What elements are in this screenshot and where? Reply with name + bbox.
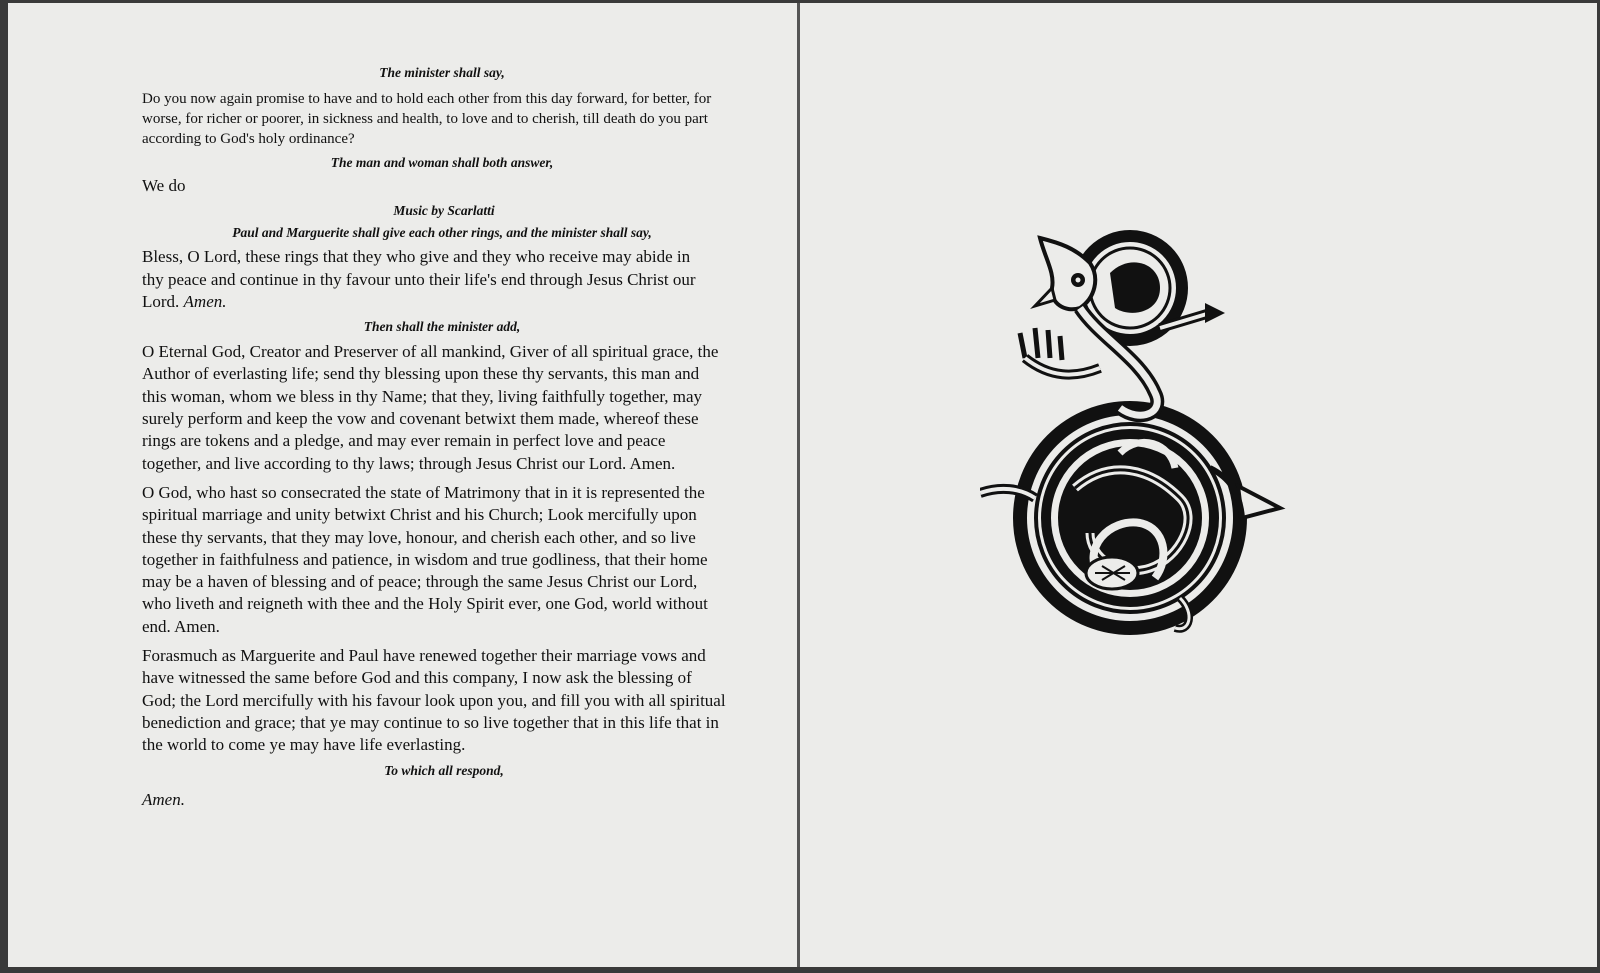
rubric-all-respond: To which all respond, xyxy=(384,762,504,778)
rubric-rings: Paul and Marguerite shall give each other rings, and the minister shall say, xyxy=(232,225,652,241)
benediction: Forasmuch as Marguerite and Paul have renewed together their marriage vows and have witnessed the same before God and this company, I now ask the blessing of God; the Lord mercifully with his favour look upon you, and fill you with all spiritual benediction and grace; that ye may continue to so live together that in this life that in the world to come ye may have life everlasting. xyxy=(142,646,726,755)
ring-blessing xyxy=(142,246,712,313)
prayer-eternal-god: O Eternal God, Creator and Preserver of all mankind, Giver of all spiritual grace, the Author of everlasting life; send thy blessing upon these thy servants, this man and this woman, whom we bless in thy Name; that they, living faithfully together, may surely perform and keep the vow and covenant betwixt them made, whereof these rings are tokens and a pledge, and may ever remain in perfect love and peace together, and live according to thy laws; through Jesus Christ our Lord. Amen. xyxy=(142,342,719,473)
celtic-knot-icon xyxy=(980,218,1310,658)
ring-blessing-text: Bless, O Lord, these rings that they who give and they who receive may abide in thy peace and continue in thy favour unto their life's end through Jesus Christ our Lord. xyxy=(142,247,696,311)
rubric-minister-add: Then shall the minister add, xyxy=(363,319,521,335)
left-page-text xyxy=(142,65,742,811)
rubric-both-answer: The man and woman shall both answer, xyxy=(330,155,554,170)
response-we-do: We do xyxy=(142,176,186,195)
celtic-initial-illustration xyxy=(980,218,1310,658)
prayer-matrimony: O God, who hast so consecrated the state of Matrimony that in it is represented the spiritual marriage and unity betwixt Christ and his Church; Look mercifully upon these thy servants, that they may love, honour, and cherish each other, and so live together in faithfulness and patience, in wisdom and true godliness, that their home may be a haven of blessing and of peace; through the same Jesus Christ our Lord, who liveth and reigneth with thee and the Holy Spirit ever, one God, world without end. Amen. xyxy=(142,482,708,636)
music-note: Music by Scarlatti xyxy=(393,203,495,219)
left-page xyxy=(8,3,798,967)
vow-question: Do you now again promise to have and to hold each other from this day forward, for better, for worse, for richer or poorer, in sickness and health, to love and to cherish, till death do you part according to God's holy ordinance? xyxy=(142,91,712,147)
final-amen: Amen. xyxy=(142,789,185,809)
rubric-minister-say: The minister shall say, xyxy=(379,65,505,80)
ring-blessing-amen: Amen. xyxy=(183,291,227,311)
right-page xyxy=(800,3,1597,967)
